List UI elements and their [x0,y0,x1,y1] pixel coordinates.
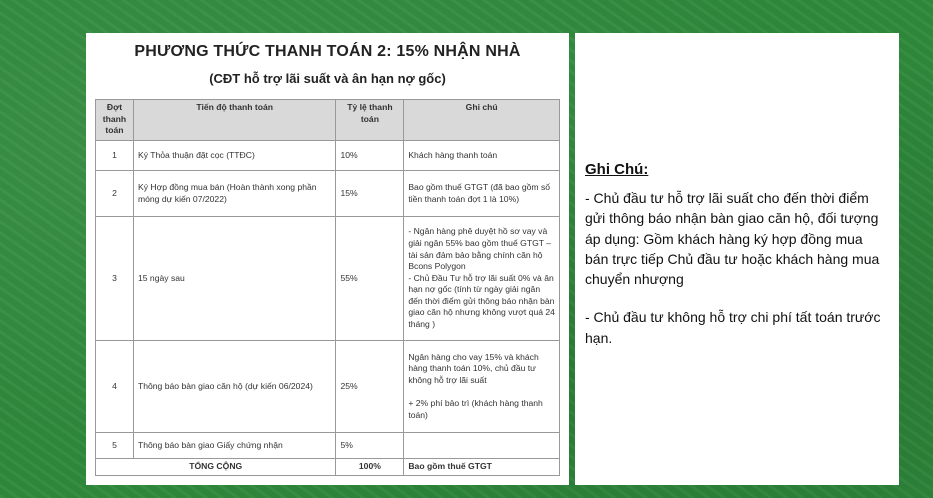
page-title: PHƯƠNG THỨC THANH TOÁN 2: 15% NHẬN NHÀ [134,43,521,60]
note-item: - Chủ đầu tư hỗ trợ lãi suất cho đến thời điểm gửi thông báo nhận bàn giao căn hộ, đối tượng áp dụng: Gồm khách hàng ký hợp đồng mua bán trực tiếp Chủ đầu tư hoặc khách hàng mua chuyển nhượng [585,190,880,288]
row-no: 3 [96,217,134,341]
row-no: 2 [96,171,134,217]
payment-plan-panel [86,33,569,485]
total-label: TỔNG CỘNG [96,459,336,476]
payment-schedule-table [95,99,560,476]
table-header-row [96,100,560,141]
total-note: Bao gồm thuế GTGT [404,459,560,476]
notes-heading: Ghi Chú: [585,161,649,178]
note-item: - Chủ đầu tư không hỗ trợ chi phí tất toán trước hạn. [585,309,881,346]
row-note: - Ngân hàng phê duyệt hồ sơ vay và giải ngân 55% bao gồm thuế GTGT – tài sản đảm bảo bằng chính căn hộ Bcons Polygon - Chủ Đầu Tư hỗ trợ lãi suất 0% và ân hạn nợ gốc (tính từ ngày giải ngân đến thời điểm gửi thông báo nhận bàn giao căn hộ nhưng không vượt quá 24 tháng ) [404,217,560,341]
row-rate: 15% [336,171,404,217]
row-progress: Ký Thỏa thuận đặt cọc (TTĐC) [133,141,335,171]
notes-panel [575,33,899,485]
row-note: Bao gồm thuế GTGT (đã bao gồm số tiền thanh toán đợt 1 là 10%) [404,171,560,217]
row-progress: Thông báo bàn giao Giấy chứng nhận [133,433,335,459]
row-no: 1 [96,141,134,171]
row-no: 4 [96,341,134,433]
table-row [96,433,560,459]
table-row [96,171,560,217]
table-row [96,141,560,171]
row-progress: Thông báo bàn giao căn hộ (dự kiến 06/2024) [133,341,335,433]
row-rate: 5% [336,433,404,459]
header-rate: Tỷ lệ thanh toán [336,100,404,141]
header-installment: Đợt thanh toán [96,100,134,141]
row-note: Khách hàng thanh toán [404,141,560,171]
row-progress: Ký Hợp đồng mua bán (Hoàn thành xong phần móng dự kiến 07/2022) [133,171,335,217]
row-note: Ngân hàng cho vay 15% và khách hàng thanh toán 10%, chủ đầu tư không hỗ trợ lãi suất + 2% phí bảo trì (khách hàng thanh toán) [404,341,560,433]
header-progress: Tiến độ thanh toán [133,100,335,141]
page-subtitle: (CĐT hỗ trợ lãi suất và ân hạn nợ gốc) [209,71,446,86]
row-note [404,433,560,459]
row-rate: 25% [336,341,404,433]
row-rate: 10% [336,141,404,171]
table-total-row [96,459,560,476]
row-rate: 55% [336,217,404,341]
table-row [96,341,560,433]
total-rate: 100% [336,459,404,476]
header-note: Ghi chú [404,100,560,141]
row-progress: 15 ngày sau [133,217,335,341]
row-no: 5 [96,433,134,459]
table-row [96,217,560,341]
